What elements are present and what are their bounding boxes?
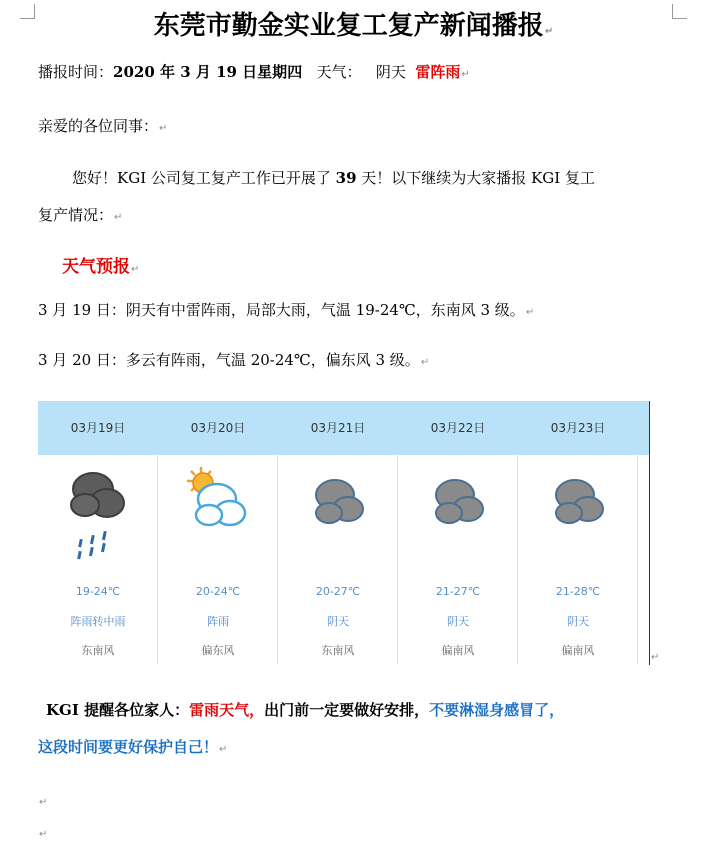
- weather-day-date: 03月19日: [38, 401, 158, 455]
- weather-day-column: [158, 401, 278, 665]
- reminder-blue-2: 这段时间要更好保护自己！: [38, 738, 219, 756]
- weather-day-wind: 东南风: [81, 644, 115, 657]
- greeting: 亲爱的各位同事：↵: [38, 117, 168, 135]
- paragraph-mark: ↵: [159, 123, 168, 134]
- weather-day-desc: 阵雨: [207, 615, 229, 628]
- overcast-cloud-icon: [303, 463, 373, 573]
- overcast-cloud-icon: [543, 463, 613, 573]
- weather-day-wind: 偏东风: [201, 644, 235, 657]
- paragraph-mark: ↵: [525, 307, 535, 318]
- image-edge: [649, 401, 650, 665]
- weather-day-temp: 19-24℃: [75, 585, 121, 598]
- weather-day-date: 03月21日: [278, 401, 398, 455]
- rain-cloud-icon: [63, 463, 133, 573]
- paragraph-mark: ↵: [131, 264, 140, 275]
- forecast-heading: 天气预报↵: [62, 257, 140, 277]
- weather-day-desc: 阴天: [567, 615, 589, 628]
- paragraph-mark: ↵: [39, 797, 48, 808]
- paragraph-mark: ↵: [114, 212, 123, 223]
- weather-day-temp: 20-24℃: [195, 585, 241, 598]
- paragraph-mark: ↵: [651, 652, 660, 663]
- weather-value: 阴天: [375, 63, 406, 81]
- intro-line-2: 复产情况：↵: [38, 206, 123, 224]
- paragraph-mark: ↵: [420, 357, 430, 368]
- broadcast-date: 2020 年 3 月 19 日星期: [113, 63, 288, 81]
- weather-day-wind: 偏南风: [561, 644, 595, 657]
- weather-day-desc: 阴天: [327, 615, 349, 628]
- broadcast-weekday: 四: [287, 63, 303, 81]
- reminder-red: 雷雨天气，: [189, 701, 265, 719]
- empty-paragraph: [38, 822, 47, 845]
- reminder-line-1: [46, 700, 564, 720]
- weather-day-column: [38, 401, 158, 665]
- forecast-line-2: 3 月 20 日：多云有阵雨，气温 20-24℃，偏东风 3 级。↵: [38, 351, 430, 369]
- days-count: 39: [335, 169, 357, 187]
- weather-day-desc: 阵雨转中雨: [70, 615, 126, 628]
- weather-day-wind: 东南风: [321, 644, 355, 657]
- forecast-line-1: 3 月 19 日：阴天有中雷阵雨，局部大雨，气温 19-24℃，东南风 3 级。↵: [38, 301, 535, 319]
- weather-day-column: [398, 401, 518, 665]
- paragraph-mark: ↵: [219, 744, 228, 755]
- intro-line-1: 您好！KGI 公司复工复产工作已开展了 39 天！以下继续为大家播报 KGI 复工: [72, 169, 595, 187]
- paragraph-mark: ↵: [461, 69, 470, 80]
- overcast-cloud-icon: [423, 463, 493, 573]
- weather-day-temp: 21-27℃: [435, 585, 481, 598]
- broadcast-line: [38, 62, 470, 85]
- document-title: 东莞市勤金实业复工复产新闻播报↵: [153, 11, 554, 41]
- weather-day-temp: 20-27℃: [315, 585, 361, 598]
- weather-day-temp: 21-28℃: [555, 585, 601, 598]
- weather-day-column: [278, 401, 398, 665]
- weather-alert: 雷阵雨: [415, 63, 461, 81]
- sun-cloud-icon: [183, 463, 253, 573]
- weather-day-date: 03月20日: [158, 401, 278, 455]
- broadcast-label: 播报时间：: [38, 63, 114, 81]
- weather-label: 天气：: [316, 63, 362, 81]
- weather-day-desc: 阴天: [447, 615, 469, 628]
- paragraph-mark: ↵: [544, 26, 554, 37]
- reminder-blue-1: 不要淋湿身感冒了，: [429, 701, 565, 719]
- empty-paragraph: [38, 790, 47, 813]
- column-divider: [637, 455, 638, 665]
- reminder-prefix: KGI 提醒各位家人：: [46, 701, 190, 719]
- weather-day-date: 03月22日: [398, 401, 518, 455]
- weather-day-wind: 偏南风: [441, 644, 475, 657]
- weather-forecast-image: [38, 401, 650, 665]
- paragraph-mark: ↵: [39, 829, 48, 840]
- reminder-line-2: [38, 737, 227, 760]
- reminder-middle: 出门前一定要做好安排，: [264, 701, 430, 719]
- weather-day-column: [518, 401, 638, 665]
- weather-day-date: 03月23日: [518, 401, 638, 455]
